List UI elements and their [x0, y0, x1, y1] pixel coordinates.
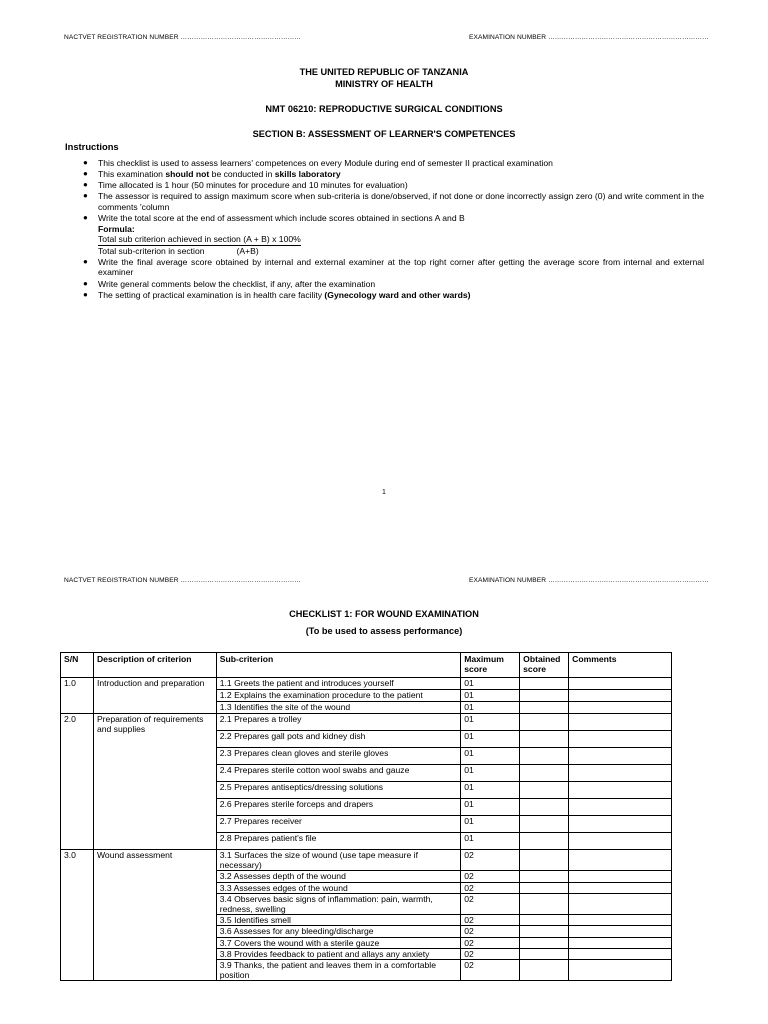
- bullet-icon: ●: [83, 278, 88, 288]
- checklist-table: [60, 652, 672, 981]
- instruction-item: ● The assessor is required to assign maximum score when sub-criteria is done/observed, if not done or done incorrectly assign zero (0) and write comment in the comments 'column: [83, 191, 704, 212]
- obtained-score-cell[interactable]: [520, 960, 569, 981]
- obtained-score-cell[interactable]: [520, 871, 569, 882]
- max-score: 01: [461, 833, 520, 850]
- table-row: [61, 850, 672, 871]
- course-title: NMT 06210: REPRODUCTIVE SURGICAL CONDITIONS: [265, 104, 503, 114]
- header-description: Description of criterion: [93, 653, 216, 678]
- sub-criterion: 1.3 Identifies the site of the wound: [216, 702, 460, 714]
- sub-criterion: 2.6 Prepares sterile forceps and drapers: [216, 799, 460, 816]
- max-score: 02: [461, 948, 520, 959]
- checklist-title: CHECKLIST 1: FOR WOUND EXAMINATION: [289, 609, 479, 619]
- instruction-item: ● This checklist is used to assess learners' competences on every Module during end of semester II practical examination: [83, 158, 553, 168]
- obtained-score-cell[interactable]: [520, 893, 569, 914]
- max-score: 02: [461, 960, 520, 981]
- obtained-score-cell[interactable]: [520, 948, 569, 959]
- instruction-item: ● The setting of practical examination is in health care facility (Gynecology ward and other wards): [83, 289, 471, 300]
- sub-criterion: 2.5 Prepares antiseptics/dressing solutions: [216, 782, 460, 799]
- page-number: 1: [382, 489, 386, 496]
- sub-criterion: 3.5 Identifies smell: [216, 915, 460, 926]
- registration-number-label: NACTVET REGISTRATION NUMBER ………………………………………………: [64, 34, 301, 41]
- max-score: 01: [461, 816, 520, 833]
- bullet-icon: ●: [83, 256, 88, 266]
- section-title: SECTION B: ASSESSMENT OF LEARNER'S COMPETENCES: [252, 129, 516, 139]
- comments-cell[interactable]: [569, 678, 672, 690]
- sub-criterion: 2.3 Prepares clean gloves and sterile gloves: [216, 748, 460, 765]
- checklist-subtitle: (To be used to assess performance): [305, 626, 463, 636]
- sub-criterion: 3.7 Covers the wound with a sterile gauze: [216, 937, 460, 948]
- group-description: Preparation of requirements and supplies: [93, 714, 216, 850]
- obtained-score-cell[interactable]: [520, 799, 569, 816]
- sub-criterion: 3.8 Provides feedback to patient and allays any anxiety: [216, 948, 460, 959]
- group-description: Wound assessment: [93, 850, 216, 981]
- instruction-item: ● Write the final average score obtained by internal and external examiner at the top right corner after getting the average score from internal and external examiner: [83, 256, 704, 278]
- comments-cell[interactable]: [569, 799, 672, 816]
- sub-criterion: 3.6 Assesses for any bleeding/discharge: [216, 926, 460, 937]
- sub-criterion: 2.1 Prepares a trolley: [216, 714, 460, 731]
- formula-denominator: Total sub-criterion in section: [98, 245, 205, 256]
- group-sn: 2.0: [61, 714, 94, 850]
- header-sn: S/N: [61, 653, 94, 678]
- sub-criterion: 3.3 Assesses edges of the wound: [216, 882, 460, 893]
- max-score: 02: [461, 850, 520, 871]
- sub-criterion: 3.2 Assesses depth of the wound: [216, 871, 460, 882]
- registration-number-label: NACTVET REGISTRATION NUMBER ………………………………………………: [64, 577, 301, 584]
- obtained-score-cell[interactable]: [520, 833, 569, 850]
- max-score: 01: [461, 731, 520, 748]
- comments-cell[interactable]: [569, 871, 672, 882]
- max-score: 02: [461, 893, 520, 914]
- sub-criterion: 3.9 Thanks, the patient and leaves them in a comfortable position: [216, 960, 460, 981]
- comments-cell[interactable]: [569, 765, 672, 782]
- max-score: 01: [461, 714, 520, 731]
- comments-cell[interactable]: [569, 833, 672, 850]
- sub-criterion: 3.4 Observes basic signs of inflammation: pain, warmth, redness, swelling: [216, 893, 460, 914]
- comments-cell[interactable]: [569, 702, 672, 714]
- max-score: 02: [461, 926, 520, 937]
- bullet-icon: ●: [83, 212, 88, 222]
- table-row: [61, 714, 672, 731]
- formula-label: Formula:: [98, 223, 135, 234]
- sub-criterion: 2.7 Prepares receiver: [216, 816, 460, 833]
- formula-numerator: Total sub criterion achieved in section (A + B) x 100%: [98, 234, 301, 245]
- instructions-heading: Instructions: [65, 141, 119, 152]
- bullet-icon: ●: [83, 289, 88, 299]
- sub-criterion: 3.1 Surfaces the size of wound (use tape measure if necessary): [216, 850, 460, 871]
- max-score: 01: [461, 799, 520, 816]
- obtained-score-cell[interactable]: [520, 882, 569, 893]
- table-header-row: [61, 653, 672, 678]
- obtained-score-cell[interactable]: [520, 765, 569, 782]
- obtained-score-cell[interactable]: [520, 714, 569, 731]
- country-title: THE UNITED REPUBLIC OF TANZANIA: [299, 67, 469, 77]
- comments-cell[interactable]: [569, 782, 672, 799]
- comments-cell[interactable]: [569, 948, 672, 959]
- bullet-icon: ●: [83, 180, 88, 190]
- bullet-icon: ●: [83, 191, 88, 201]
- instruction-item: ● Time allocated is 1 hour (50 minutes for procedure and 10 minutes for evaluation): [83, 180, 408, 191]
- comments-cell[interactable]: [569, 882, 672, 893]
- examination-number-label: EXAMINATION NUMBER ………………………………………………………………: [469, 34, 709, 41]
- comments-cell[interactable]: [569, 937, 672, 948]
- max-score: 02: [461, 915, 520, 926]
- ministry-title: MINISTRY OF HEALTH: [335, 79, 433, 89]
- max-score: 02: [461, 937, 520, 948]
- obtained-score-cell[interactable]: [520, 926, 569, 937]
- sub-criterion: 2.2 Prepares gall pots and kidney dish: [216, 731, 460, 748]
- group-sn: 1.0: [61, 678, 94, 714]
- max-score: 02: [461, 871, 520, 882]
- comments-cell[interactable]: [569, 893, 672, 914]
- comments-cell[interactable]: [569, 850, 672, 871]
- max-score: 01: [461, 702, 520, 714]
- group-description: Introduction and preparation: [93, 678, 216, 714]
- bullet-icon: ●: [83, 158, 88, 167]
- max-score: 01: [461, 690, 520, 702]
- instructions-list: [64, 158, 704, 301]
- instruction-item: ● This examination should not be conducted in skills laboratory: [83, 169, 341, 180]
- obtained-score-cell[interactable]: [520, 937, 569, 948]
- bullet-icon: ●: [83, 169, 88, 179]
- sub-criterion: 1.1 Greets the patient and introduces yourself: [216, 678, 460, 690]
- comments-cell[interactable]: [569, 714, 672, 731]
- obtained-score-cell[interactable]: [520, 748, 569, 765]
- max-score: 01: [461, 678, 520, 690]
- sub-criterion: 1.2 Explains the examination procedure to the patient: [216, 690, 460, 702]
- max-score: 01: [461, 748, 520, 765]
- comments-cell[interactable]: [569, 960, 672, 981]
- header-comments: Comments: [569, 653, 672, 678]
- comments-cell[interactable]: [569, 816, 672, 833]
- header-maximum-score: Maximum score: [461, 653, 520, 678]
- sub-criterion: 2.4 Prepares sterile cotton wool swabs and gauze: [216, 765, 460, 782]
- group-sn: 3.0: [61, 850, 94, 981]
- header-obtained-score: Obtained score: [520, 653, 569, 678]
- obtained-score-cell[interactable]: [520, 678, 569, 690]
- header-sub-criterion: Sub-criterion: [216, 653, 460, 678]
- comments-cell[interactable]: [569, 690, 672, 702]
- obtained-score-cell[interactable]: [520, 731, 569, 748]
- max-score: 01: [461, 765, 520, 782]
- examination-number-label: EXAMINATION NUMBER ………………………………………………………………: [469, 577, 709, 584]
- sub-criterion: 2.8 Prepares patient's file: [216, 833, 460, 850]
- obtained-score-cell[interactable]: [520, 850, 569, 871]
- obtained-score-cell[interactable]: [520, 702, 569, 714]
- comments-cell[interactable]: [569, 731, 672, 748]
- max-score: 01: [461, 782, 520, 799]
- comments-cell[interactable]: [569, 748, 672, 765]
- instruction-item: ● Write the total score at the end of assessment which include scores obtained in sections A and B Formula: Total sub criterion achieved in section (A + B) x 100% Total sub-criterion in section (A+B): [64, 213, 704, 256]
- obtained-score-cell[interactable]: [520, 782, 569, 799]
- obtained-score-cell[interactable]: [520, 915, 569, 926]
- instruction-item: ● Write general comments below the checklist, if any, after the examination: [83, 278, 376, 289]
- comments-cell[interactable]: [569, 926, 672, 937]
- max-score: 02: [461, 882, 520, 893]
- table-row: [61, 678, 672, 690]
- obtained-score-cell[interactable]: [520, 816, 569, 833]
- obtained-score-cell[interactable]: [520, 690, 569, 702]
- comments-cell[interactable]: [569, 915, 672, 926]
